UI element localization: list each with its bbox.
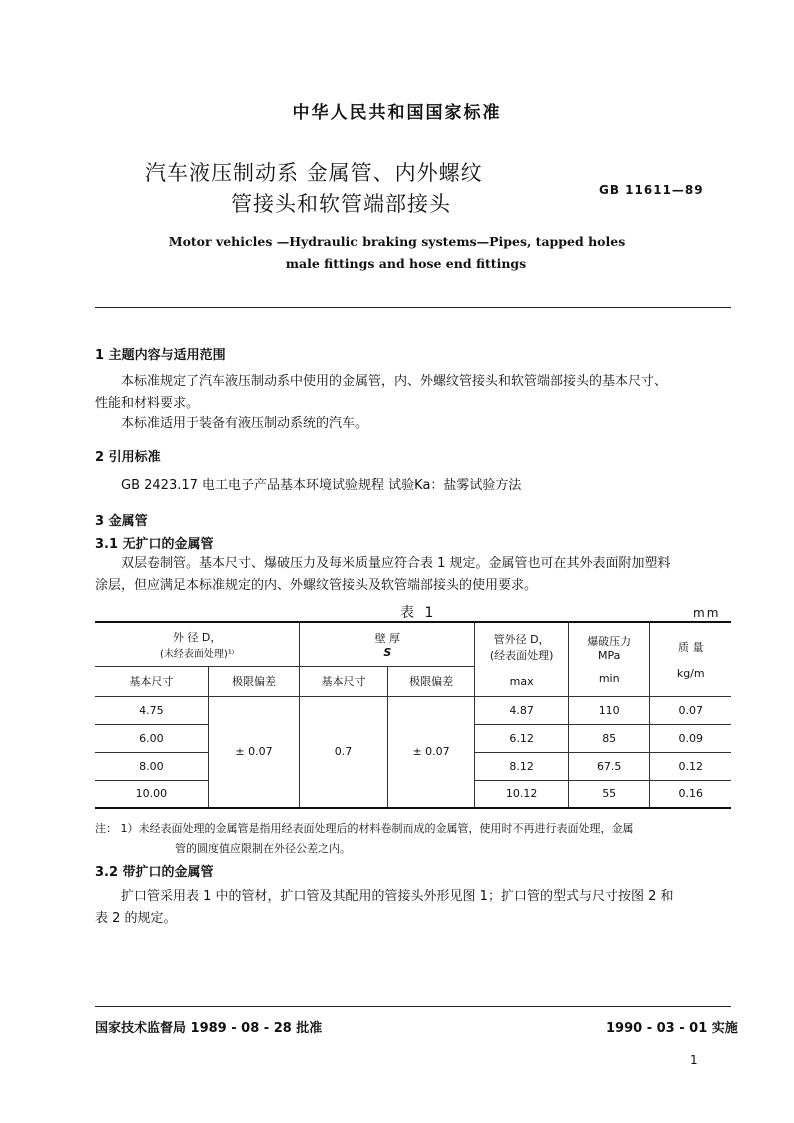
footer-rule	[95, 1006, 731, 1007]
chinese-title-line2: 管接头和软管端部接头	[231, 192, 451, 216]
cell-outer-tolerance: ± 0.07	[208, 696, 300, 808]
table-1	[95, 621, 731, 809]
section-1-p1-line2: 性能和材料要求。	[95, 396, 200, 411]
subheader-tolerance: 极限偏差	[208, 666, 300, 696]
section-3-1-line1: 双层卷制管。基本尺寸、爆破压力及每米质量应符合表 1 规定。金属管也可在其外表面附加塑料	[121, 556, 671, 571]
cell-outer-d: 10.00	[95, 780, 208, 808]
cell-outer-d: 4.75	[95, 696, 208, 724]
header-mass-line2: kg/m	[676, 666, 705, 680]
page-number: 1	[690, 1053, 698, 1067]
section-3-1-heading: 3.1 无扩口的金属管	[95, 537, 214, 552]
header-pipe-od-line1: 管外径 D，	[493, 632, 550, 646]
table-1-note	[95, 819, 735, 859]
section-3-2-paragraph	[95, 886, 735, 930]
section-3-2-line2: 表 2 的规定。	[95, 911, 177, 926]
cell-dmax: 10.12	[475, 780, 569, 808]
subheader-nominal: 基本尺寸	[95, 666, 208, 696]
header-wall-line2: S	[383, 645, 392, 659]
cell-burst: 55	[568, 780, 650, 808]
table-1-note-line2: 管的圆度值应限制在外径公差之内。	[175, 842, 351, 855]
header-mass	[650, 622, 731, 696]
header-pipe-od-line3: max	[509, 674, 534, 688]
section-2-reference: GB 2423.17 电工电子产品基本环境试验规程 试验Ka：盐雾试验方法	[121, 478, 522, 493]
section-3-1-paragraph	[95, 553, 735, 597]
header-pipe-od-line2: (经表面处理)	[489, 648, 554, 662]
issuing-organization: 中华人民共和国国家标准	[292, 103, 502, 123]
section-2-heading: 2 引用标准	[95, 450, 161, 465]
header-mass-line1: 质 量	[677, 640, 704, 654]
cell-wall-tolerance: ± 0.07	[387, 696, 475, 808]
section-1-heading: 1 主题内容与适用范围	[95, 348, 226, 363]
cell-burst: 110	[568, 696, 650, 724]
header-burst-line2: MPa	[598, 649, 621, 663]
cell-mass: 0.16	[650, 780, 731, 808]
cell-mass: 0.12	[650, 752, 731, 780]
cell-wall-nominal: 0.7	[300, 696, 388, 808]
subheader-nominal-2: 基本尺寸	[300, 666, 388, 696]
header-outer-diameter-line1: 外 径 D，	[172, 630, 222, 644]
header-burst-pressure	[568, 622, 650, 696]
header-pipe-od	[475, 622, 569, 696]
header-burst-line3: min	[598, 672, 620, 686]
english-title-line2: male fittings and hose end fittings	[285, 256, 527, 271]
section-1-paragraph-1	[95, 371, 735, 415]
header-outer-diameter-line2: (未经表面处理)¹⁾	[159, 648, 235, 660]
section-3-1-line2: 涂层，但应满足本标准规定的内、外螺纹管接头及软管端部接头的使用要求。	[95, 578, 538, 593]
chinese-title-line1: 汽车液压制动系 金属管、内外螺纹	[145, 161, 483, 185]
subheader-tolerance-2: 极限偏差	[387, 666, 475, 696]
section-3-2-heading: 3.2 带扩口的金属管	[95, 865, 214, 880]
section-1-p1-line1: 本标准规定了汽车液压制动系中使用的金属管，内、外螺纹管接头和软管端部接头的基本尺寸、	[121, 374, 668, 389]
header-burst-line1: 爆破压力	[587, 635, 632, 649]
header-wall-line1: 壁 厚	[374, 631, 401, 645]
header-outer-diameter	[95, 622, 300, 666]
effective-date: 1990 - 03 - 01 实施	[606, 1021, 738, 1036]
english-title-line1: Motor vehicles —Hydraulic braking systems—Pipes, tapped holes	[168, 234, 626, 249]
table-1-note-line1: 注： 1）未经表面处理的金属管是指用经表面处理后的材料卷制而成的金属管，使用时不再进行表面处理，金属	[95, 822, 634, 835]
english-title	[0, 231, 794, 275]
section-3-heading: 3 金属管	[95, 514, 148, 529]
cell-dmax: 6.12	[475, 724, 569, 752]
cell-mass: 0.07	[650, 696, 731, 724]
cell-dmax: 4.87	[475, 696, 569, 724]
header-wall-thickness	[300, 622, 475, 666]
header-rule	[95, 307, 731, 308]
section-1-paragraph-2: 本标准适用于装备有液压制动系统的汽车。	[121, 416, 369, 431]
table-1-caption: 表 1	[400, 605, 437, 621]
cell-mass: 0.09	[650, 724, 731, 752]
cell-dmax: 8.12	[475, 752, 569, 780]
cell-outer-d: 8.00	[95, 752, 208, 780]
cell-burst: 67.5	[568, 752, 650, 780]
chinese-title	[145, 158, 483, 220]
cell-burst: 85	[568, 724, 650, 752]
standard-number: GB 11611—89	[599, 183, 704, 197]
approval-date: 国家技术监督局 1989 - 08 - 28 批准	[95, 1021, 323, 1036]
cell-outer-d: 6.00	[95, 724, 208, 752]
table-1-unit: mm	[693, 606, 721, 620]
section-3-2-line1: 扩口管采用表 1 中的管材，扩口管及其配用的管接头外形见图 1；扩口管的型式与尺寸按图 2 和	[121, 889, 674, 904]
